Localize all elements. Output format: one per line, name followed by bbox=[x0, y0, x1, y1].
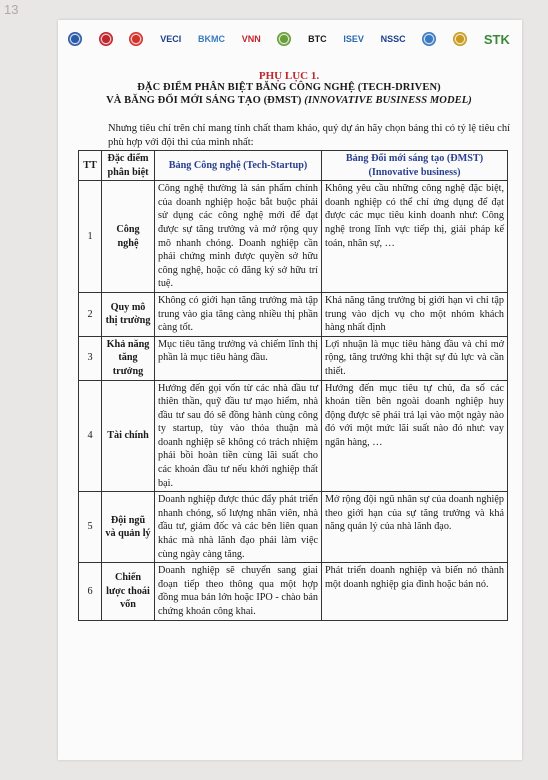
appendix-heading-line-1: ĐẶC ĐIỂM PHÂN BIỆT BĂNG CÔNG NGHỆ (TECH-DRIVEN) bbox=[137, 82, 441, 93]
row-criteria: Quy mô thị trường bbox=[102, 292, 155, 336]
row-number: 4 bbox=[79, 380, 102, 492]
logo-text: NSSC bbox=[380, 34, 406, 44]
row-number: 2 bbox=[79, 292, 102, 336]
innovation-board-cell: Lợi nhuận là mục tiêu hàng đầu và chỉ mở rộng, tăng trưởng khi thật sự đủ lực và cần thiết. bbox=[322, 336, 508, 380]
innovation-board-cell: Phát triển doanh nghiệp và biến nó thành một doanh nghiệp gia đình hoặc bán nó. bbox=[322, 563, 508, 620]
logo-flower bbox=[277, 28, 291, 50]
innovation-board-cell: Khả năng tăng trưởng bị giới hạn vì chỉ tập trung vào dịch vụ cho một nhóm khách hàng nhất định bbox=[322, 292, 508, 336]
appendix-heading-line-2 bbox=[68, 95, 510, 106]
intro-paragraph bbox=[78, 122, 510, 150]
comparison-table bbox=[78, 150, 508, 621]
logo-nssc bbox=[381, 28, 406, 50]
innovation-board-cell: Mở rộng đội ngũ nhân sự của doanh nghiệp theo giới hạn của sự tăng trưởng và khả năng quản lý của nhà lãnh đạo. bbox=[322, 492, 508, 563]
logo-emblem-icon bbox=[68, 32, 82, 46]
sponsor-logo-strip bbox=[68, 26, 510, 52]
table-header-row bbox=[79, 151, 508, 181]
page-number: 13 bbox=[4, 2, 19, 17]
logo-emblem bbox=[99, 28, 113, 50]
table-row bbox=[79, 181, 508, 293]
logo-isev bbox=[343, 28, 364, 50]
header-tech-board: Bảng Công nghệ (Tech-Startup) bbox=[155, 151, 322, 181]
logo-veci bbox=[160, 28, 181, 50]
page-number-tag bbox=[0, 0, 22, 19]
logo-text: VNN bbox=[241, 34, 261, 44]
logo-emblem-icon bbox=[453, 32, 467, 46]
logo-text: STK bbox=[483, 31, 510, 47]
row-number: 6 bbox=[79, 563, 102, 620]
table-row bbox=[79, 336, 508, 380]
header-innovation-board: Bảng Đổi mới sáng tạo (ĐMST) (Innovative business) bbox=[322, 151, 508, 181]
logo-text: ISEV bbox=[343, 34, 364, 44]
logo-text: BKMC bbox=[197, 34, 225, 44]
logo-stk bbox=[484, 28, 510, 50]
logo-emblem-icon bbox=[129, 32, 143, 46]
table-row bbox=[79, 492, 508, 563]
row-criteria: Khả năng tăng trưởng bbox=[102, 336, 155, 380]
logo-emblem-icon bbox=[99, 32, 113, 46]
tech-board-cell: Mục tiêu tăng trưởng và chiếm lĩnh thị phần là mục tiêu hàng đầu. bbox=[155, 336, 322, 380]
innovation-board-cell: Không yêu cầu những công nghệ đặc biệt, doanh nghiệp có thể chỉ ứng dụng để đạt được các mục tiêu kinh doanh như: Công nghệ trong lĩnh vực tiếp thị, giải pháp kế toán, nhân sự, … bbox=[322, 181, 508, 293]
row-criteria: Tài chính bbox=[102, 380, 155, 492]
logo-gold bbox=[453, 28, 467, 50]
logo-text: BTC bbox=[308, 34, 327, 44]
row-number: 3 bbox=[79, 336, 102, 380]
tech-board-cell: Công nghệ thường là sản phẩm chính của doanh nghiệp hoặc bắt buộc phải sử dụng các công nghệ mới để đạt được sự tăng trưởng và mở rộng quy mô nhanh chóng. Doanh nghiệp cần phải chứng minh được quyền sở hữu công nghệ, hoặc có đăng ký sở hữu trí tuệ. bbox=[155, 181, 322, 293]
logo-bkmc bbox=[198, 28, 225, 50]
table-row bbox=[79, 563, 508, 620]
row-number: 1 bbox=[79, 181, 102, 293]
header-tt: TT bbox=[79, 151, 102, 181]
appendix-title: PHỤ LỤC 1. bbox=[258, 70, 320, 82]
intro-text: Nhưng tiêu chí trên chỉ mang tính chất tham khảo, quý dự án hãy chọn bảng thi có tỷ lệ tiêu chí phù hợp với đội thi của mình nhất: bbox=[108, 123, 510, 148]
logo-blue-flower bbox=[422, 28, 436, 50]
logo-emblem-icon bbox=[277, 32, 291, 46]
logo-bee bbox=[129, 28, 143, 50]
header-criteria: Đặc điểm phân biệt bbox=[102, 151, 155, 181]
tech-board-cell: Không có giới hạn tăng trưởng mà tập trung vào gia tăng càng nhiều thị phần càng tốt. bbox=[155, 292, 322, 336]
table-row bbox=[79, 380, 508, 492]
tech-board-cell: Hướng đến gọi vốn từ các nhà đầu tư thiên thần, quỹ đầu tư mạo hiểm, nhà đầu tư sau đó sẽ đồng hành cùng công ty startup, tùy vào thỏa thuận mà doanh nghiệp sẽ không có trách nhiệm phải bồi hoàn tiền cùng lãi suất cho các khoản đầu tư nếu khởi nghiệp thất bại. bbox=[155, 380, 322, 492]
row-criteria: Chiến lược thoái vốn bbox=[102, 563, 155, 620]
table-row bbox=[79, 292, 508, 336]
heading-main: VÀ BĂNG ĐỔI MỚI SÁNG TẠO (ĐMST) bbox=[106, 95, 305, 106]
row-number: 5 bbox=[79, 492, 102, 563]
logo-mpi bbox=[68, 28, 82, 50]
logo-emblem-icon bbox=[422, 32, 436, 46]
heading-italic: (INNOVATIVE BUSINESS MODEL) bbox=[304, 95, 472, 106]
tech-board-cell: Doanh nghiệp sẽ chuyển sang giai đoạn tiếp theo thông qua một hợp đồng mua bán lớn hoặc IPO - chào bán chứng khoán công khai. bbox=[155, 563, 322, 620]
tech-board-cell: Doanh nghiệp được thúc đẩy phát triển nhanh chóng, số lượng nhân viên, nhà đầu tư, giám đốc và các bên liên quan khác mà nhà lãnh đạo phải làm việc cùng ngày càng tăng. bbox=[155, 492, 322, 563]
row-criteria: Công nghệ bbox=[102, 181, 155, 293]
logo-vnn bbox=[242, 28, 261, 50]
logo-text: VECI bbox=[160, 34, 182, 44]
innovation-board-cell: Hướng đến mục tiêu tự chủ, đa số các khoản tiền bên ngoài doanh nghiệp huy động được sẽ phải trả lại vào một ngày nào đó với một mức lãi suất nào đó như: vay ngân hàng, … bbox=[322, 380, 508, 492]
logo-btc bbox=[308, 28, 327, 50]
row-criteria: Đội ngũ và quản lý bbox=[102, 492, 155, 563]
